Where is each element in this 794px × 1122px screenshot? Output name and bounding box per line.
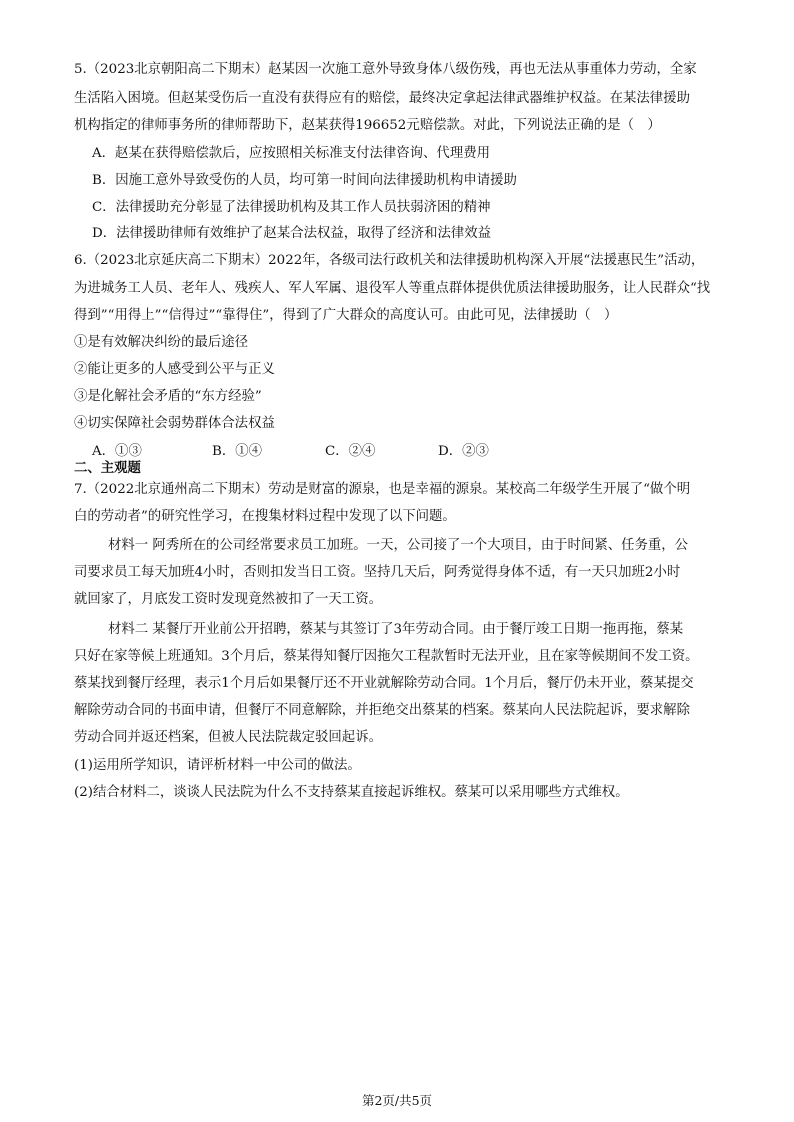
q7-question-1: (1)运用所学知识，请评析材料一中公司的做法。: [74, 758, 361, 773]
q7-material1-line-2: 司要求员工每天加班4小时，否则扣发当日工资。坚持几天后，阿秀觉得身体不适，有一天只加班2小时: [74, 565, 681, 580]
q6-option-a: A．①③: [92, 444, 142, 459]
q7-material2-line-2: 只好在家等候上班通知。3个月后，蔡某得知餐厅因拖欠工程款暂时无法开业，且在家等候期间不发工资。: [74, 649, 699, 664]
q7-question-2: (2)结合材料二，谈谈人民法院为什么不支持蔡某直接起诉维权。蔡某可以采用哪些方式维权。: [74, 785, 629, 800]
q6-option-b: B．①④: [212, 444, 263, 459]
q6-statement-3: ③是化解社会矛盾的“东方经验”: [74, 389, 262, 404]
q5-option-d: D．法律援助律师有效维护了赵某合法权益，取得了经济和法律效益: [92, 226, 492, 241]
q5-stem-line-1: 5.（2023北京朝阳高二下期末）赵某因一次施工意外导致身体八级伤残，再也无法从事重体力劳动，全家: [74, 62, 697, 77]
q5-option-b: B．因施工意外导致受伤的人员，均可第一时间向法律援助机构申请援助: [92, 173, 517, 188]
q5-option-a: A．赵某在获得赔偿款后，应按照相关标准支付法律咨询、代理费用: [92, 146, 490, 161]
q5-stem-line-2: 生活陷入困境。但赵某受伤后一直没有获得应有的赔偿，最终决定拿起法律武器维护权益。在某法律援助: [74, 91, 690, 106]
q6-statement-2: ②能让更多的人感受到公平与正义: [74, 362, 275, 377]
q6-statement-1: ①是有效解决纠纷的最后途径: [74, 335, 249, 350]
q6-stem-line-3: 得到”“用得上”“信得过”“靠得住”，得到了广大群众的高度认可。由此可见，法律援助（ ）: [74, 308, 618, 323]
q6-stem-line-1: 6.（2023北京延庆高二下期末）2022年，各级司法行政机关和法律援助机构深入开展“法援惠民生”活动，: [74, 253, 705, 268]
q7-material1-line-3: 就回家了，月底发工资时发现竟然被扣了一天工资。: [74, 592, 382, 607]
q5-option-c: C．法律援助充分彰显了法律援助机构及其工作人员扶弱济困的精神: [92, 200, 491, 215]
page-footer: 第2页/共5页: [361, 1093, 433, 1108]
q6-option-c: C．②④: [325, 444, 376, 459]
q5-stem-line-3: 机构指定的律师事务所的律师帮助下，赵某获得196652元赔偿款。对此，下列说法正确的是（ ）: [74, 118, 661, 133]
q6-stem-line-2: 为进城务工人员、老年人、残疾人、军人军属、退役军人等重点群体提供优质法律援助服务，让人民群众“找: [74, 281, 711, 296]
q7-material2-line-3: 蔡某找到餐厅经理，表示1个月后如果餐厅还不开业就解除劳动合同。1个月后，餐厅仍未开业，蔡某提交: [74, 676, 694, 691]
q7-material2-line-4: 解除劳动合同的书面申请，但餐厅不同意解除，并拒绝交出蔡某的档案。蔡某向人民法院起诉，要求解除: [74, 703, 690, 718]
section-heading: 二、主观题: [74, 461, 141, 476]
q7-intro-line-1: 7.（2022北京通州高二下期末）劳动是财富的源泉，也是幸福的源泉。某校高二年级学生开展了“做个明: [74, 482, 691, 497]
q7-material2-line-1: 材料二 某餐厅开业前公开招聘，蔡某与其签订了3年劳动合同。由于餐厅竣工日期一拖再拖，蔡某: [108, 622, 684, 637]
q7-intro-line-2: 白的劳动者”的研究性学习，在搜集材料过程中发现了以下问题。: [74, 509, 456, 524]
q7-material1-line-1: 材料一 阿秀所在的公司经常要求员工加班。一天，公司接了一个大项目，由于时间紧、任务重，公: [108, 538, 689, 553]
q6-option-d: D．②③: [438, 444, 489, 459]
q7-material2-line-5: 劳动合同并返还档案，但被人民法院裁定驳回起诉。: [74, 730, 382, 745]
q6-statement-4: ④切实保障社会弱势群体合法权益: [74, 416, 275, 431]
